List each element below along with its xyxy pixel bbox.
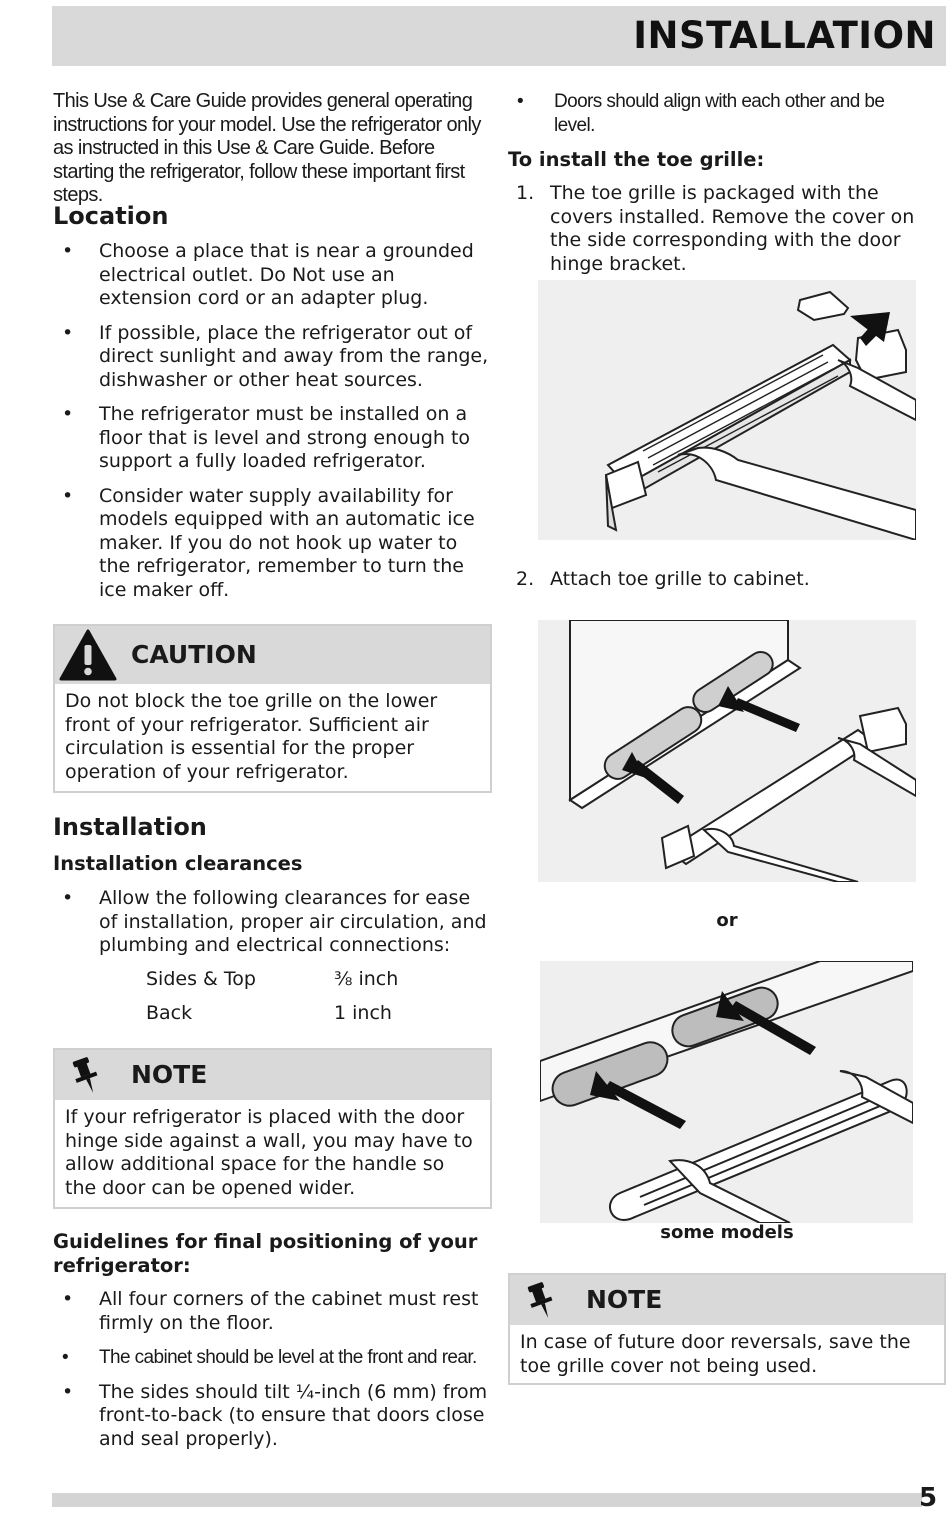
note-box <box>508 1273 946 1385</box>
guidelines-list <box>53 1288 489 1462</box>
list-item: • Consider water supply availability for models equipped with an automatic ice maker. If you do not hook up water to the refrigerator, remember to turn the ice maker off. <box>53 485 489 603</box>
list-item: • If possible, place the refrigerator out of direct sunlight and away from the range, dishwasher or other heat sources. <box>53 322 489 393</box>
attach-grille-illustration <box>538 620 916 882</box>
caution-header <box>55 626 490 684</box>
list-item <box>508 568 943 592</box>
attach-grille-drawing <box>538 620 916 882</box>
pushpin-icon <box>69 1056 105 1098</box>
some-models-illustration <box>540 961 913 1223</box>
clearance-table <box>146 968 398 1036</box>
pushpin-icon <box>524 1281 560 1323</box>
list-item: • Doors should align with each other and be level. <box>508 90 918 137</box>
list-item: • All four corners of the cabinet must rest firmly on the floor. <box>53 1288 489 1335</box>
toe-grille-heading: To install the toe grille: <box>508 148 765 171</box>
clearance-value: ⅜ inch <box>334 968 399 990</box>
list-item: • Choose a place that is near a grounded electrical outlet. Do Not use an extension cord or an adapter plug. <box>53 240 489 311</box>
note-label: NOTE <box>586 1285 663 1314</box>
footer-bar <box>52 1493 922 1507</box>
list-item <box>508 182 943 276</box>
caution-text: Do not block the toe grille on the lower front of your refrigerator. Sufficient air circulation is essential for the proper operation of your refrigerator. <box>65 690 438 783</box>
list-item: • Allow the following clearances for ease of installation, proper air circulation, and plumbing and electrical connections: <box>53 887 489 958</box>
step-number: 1. <box>516 182 535 204</box>
caution-box <box>53 624 492 793</box>
location-heading: Location <box>53 202 169 230</box>
toe-grille-drawing <box>538 280 916 540</box>
note-text: If your refrigerator is placed with the door hinge side against a wall, you may have to allow additional space for the handle so the door can be opened wider. <box>65 1106 473 1199</box>
table-row <box>146 968 398 1002</box>
installation-heading: Installation <box>53 813 207 841</box>
note-label: NOTE <box>131 1060 208 1089</box>
location-list <box>53 240 489 613</box>
page-title: INSTALLATION <box>633 14 936 57</box>
or-label: or <box>716 910 738 931</box>
clearance-list <box>53 887 489 969</box>
clearance-value: 1 inch <box>334 1002 392 1024</box>
toe-grille-cover-illustration <box>538 280 916 540</box>
warning-icon <box>59 629 117 681</box>
some-models-drawing <box>540 961 913 1223</box>
list-item: • The refrigerator must be installed on a floor that is level and strong enough to support a fully loaded refrigerator. <box>53 403 489 474</box>
step-text: The toe grille is packaged with the covers installed. Remove the cover on the side corresponding with the door hinge bracket. <box>550 182 915 275</box>
step-text: Attach toe grille to cabinet. <box>550 568 810 590</box>
intro-paragraph: This Use & Care Guide provides general operating instructions for your model. Use the refrigerator only as instructed in this Use & Care Guide. Before starting the refrigerator, follow these important first steps. <box>53 90 481 206</box>
note-text: In case of future door reversals, save the toe grille cover not being used. <box>520 1331 911 1377</box>
caution-label: CAUTION <box>131 640 257 669</box>
clearance-name: Sides & Top <box>146 968 256 990</box>
note-box <box>53 1048 492 1209</box>
toe-grille-step-2 <box>508 568 943 592</box>
door-align-list <box>508 90 918 148</box>
note-header <box>510 1275 944 1325</box>
clearance-name: Back <box>146 1002 193 1024</box>
table-row <box>146 1002 398 1036</box>
list-item: • The cabinet should be level at the front and rear. <box>53 1346 489 1370</box>
installation-subheading: Installation clearances <box>53 852 303 875</box>
toe-grille-step-1 <box>508 182 943 276</box>
guidelines-heading: Guidelines for final positioning of your refrigerator: <box>53 1230 478 1277</box>
page-number: 5 <box>919 1483 938 1513</box>
step-number: 2. <box>516 568 535 590</box>
note-header <box>55 1050 490 1100</box>
some-models-label: some models <box>660 1222 794 1243</box>
list-item: • The sides should tilt ¼-inch (6 mm) from front-to-back (to ensure that doors close and seal properly). <box>53 1381 489 1452</box>
